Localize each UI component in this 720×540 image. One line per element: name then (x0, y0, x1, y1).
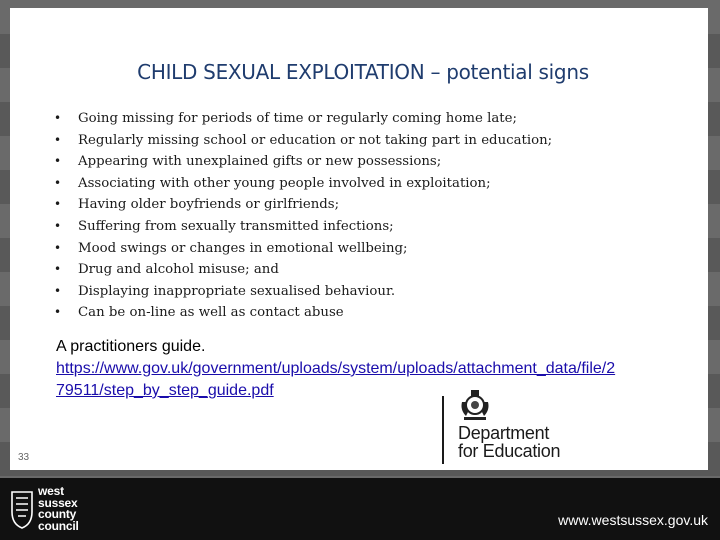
list-item (54, 238, 694, 260)
list-item (54, 259, 694, 281)
royal-crest-icon (458, 388, 492, 422)
bullet-icon: • (54, 240, 62, 255)
dfe-logo (442, 384, 578, 464)
slide-title: CHILD SEXUAL EXPLOITATION – potential signs (137, 60, 589, 84)
list-item-text: Going missing for periods of time or regularly coming home late; (78, 111, 517, 126)
list-item (54, 108, 694, 130)
bullet-icon: • (54, 154, 62, 169)
dfe-logo-line1: Department (458, 423, 550, 443)
dfe-logo-line2: for Education (458, 441, 561, 461)
page-number: 33 (18, 452, 30, 463)
list-item-text: Suffering from sexually transmitted infections; (78, 218, 394, 234)
list-item (54, 194, 694, 216)
list-item (54, 281, 694, 303)
bullet-icon: • (54, 132, 62, 147)
list-item (54, 130, 694, 152)
footer-bar (0, 478, 720, 540)
bullet-icon: • (54, 175, 62, 190)
bullet-icon: • (54, 283, 62, 298)
list-item (54, 173, 694, 195)
council-logo-text (38, 486, 79, 532)
council-line: sussex (38, 495, 78, 510)
list-item-text: Associating with other young people involved in exploitation; (78, 175, 491, 191)
list-item-text: Drug and alcohol misuse; and (78, 262, 279, 278)
guide-link[interactable]: https://www.gov.uk/government/uploads/system/uploads/attachment_data/file/279511/step_by_step_guide.pdf (56, 360, 616, 399)
list-item (54, 302, 694, 324)
list-item-text: Can be on-line as well as contact abuse (78, 305, 344, 321)
list-item (54, 151, 694, 173)
list-item-text: Appearing with unexplained gifts or new possessions; (78, 154, 442, 170)
bullet-icon: • (54, 305, 62, 320)
list-item (54, 216, 694, 238)
dfe-logo-text (458, 424, 560, 460)
signs-list (54, 108, 694, 324)
bullet-icon: • (54, 262, 62, 277)
council-line: council (38, 518, 79, 533)
council-line: county (38, 507, 77, 521)
footer-url: www.westsussex.gov.uk (558, 512, 708, 528)
list-item-text: Mood swings or changes in emotional wellbeing; (78, 240, 408, 256)
list-item-text: Regularly missing school or education or not taking part in education; (78, 132, 553, 148)
list-item-text: Displaying inappropriate sexualised behaviour. (78, 283, 396, 299)
bullet-icon: • (54, 197, 62, 212)
guide-label: A practitioners guide. (56, 338, 206, 355)
bullet-icon: • (54, 111, 62, 125)
list-item-text: Having older boyfriends or girlfriends; (78, 197, 340, 213)
slide-panel (10, 8, 708, 470)
logo-divider (442, 396, 444, 464)
county-crest-icon (10, 488, 34, 530)
council-line: west (38, 484, 64, 498)
bullet-icon: • (54, 218, 62, 233)
